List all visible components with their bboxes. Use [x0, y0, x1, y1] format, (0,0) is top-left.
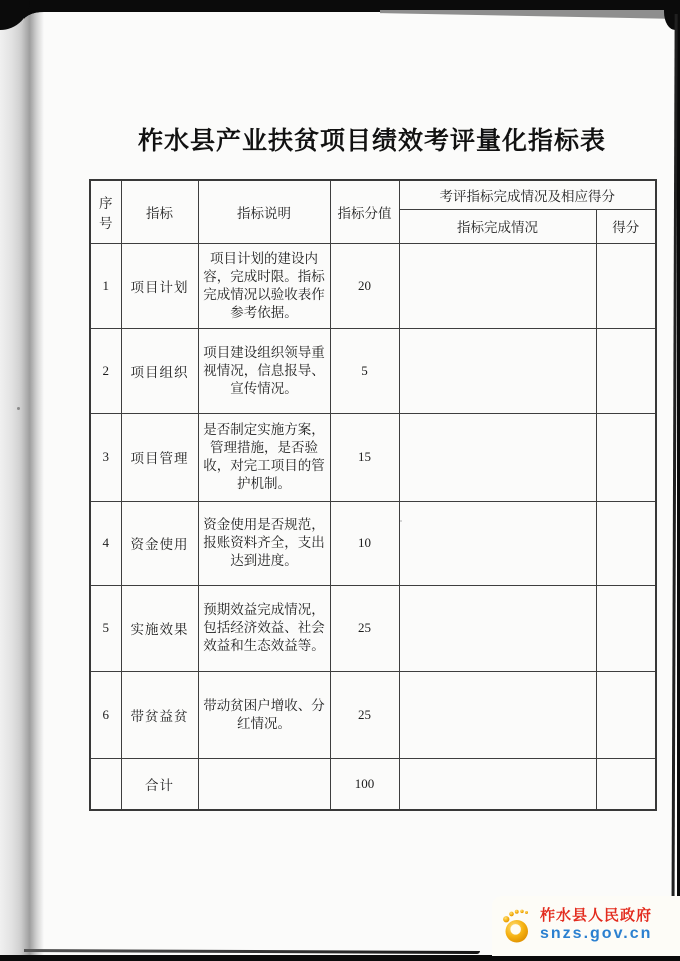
row-desc-cell: 预期效益完成情况，包括经济效益、社会效益和生态效益等。: [198, 585, 330, 671]
row-desc-cell: 资金使用是否规范，报账资料齐全，支出达到进度。: [198, 501, 330, 585]
row-indicator-cell: 项目组织: [121, 328, 198, 413]
row-score-cell: 10: [330, 501, 399, 585]
col-header-no: 序号: [90, 180, 121, 243]
row-completion-cell: [399, 671, 596, 758]
row-completion-cell: [399, 501, 596, 585]
col-header-points: 得分: [596, 209, 656, 243]
table-row: [90, 413, 656, 501]
row-indicator-cell: 带贫益贫: [121, 671, 198, 758]
table-row: [90, 328, 656, 413]
col-header-desc: 指标说明: [198, 180, 330, 243]
total-no-cell: [90, 758, 121, 810]
total-score-cell: 100: [330, 758, 399, 810]
total-points-cell: [596, 758, 656, 810]
indicator-table: [89, 179, 657, 811]
col-header-indicator: 指标: [121, 180, 198, 243]
table-row: [90, 585, 656, 671]
row-desc-cell: 项目建设组织领导重视情况，信息报导、宣传情况。: [198, 328, 330, 413]
gov-org-name: 柞水县人民政府: [540, 908, 653, 925]
table-row: [90, 243, 656, 328]
row-points-cell: [596, 501, 656, 585]
row-completion-cell: [399, 585, 596, 671]
row-score-cell: 15: [330, 413, 399, 501]
row-desc-cell: 带动贫困户增收、分红情况。: [198, 671, 330, 758]
gov-site-url: snzs.gov.cn: [540, 925, 653, 943]
row-desc-cell: 是否制定实施方案，管理措施，是否验收，对完工项目的管护机制。: [198, 413, 330, 501]
table-row: [90, 671, 656, 758]
row-indicator-cell: 实施效果: [121, 585, 198, 671]
book-binding-pages: [0, 14, 24, 955]
scan-speck: [17, 407, 20, 410]
row-score-cell: 25: [330, 585, 399, 671]
row-score-cell: 5: [330, 328, 399, 413]
page-title: 柞水县产业扶贫项目绩效考评量化指标表: [137, 127, 606, 155]
total-completion-cell: [399, 758, 596, 810]
row-points-cell: [596, 671, 656, 758]
row-completion-cell: [399, 328, 596, 413]
row-no-cell: 1: [90, 243, 121, 328]
col-header-eval-group: 考评指标完成情况及相应得分: [399, 180, 656, 209]
row-no-cell: 2: [90, 328, 121, 413]
row-indicator-cell: 项目计划: [121, 243, 198, 328]
total-row: [90, 758, 656, 810]
row-completion-cell: [399, 413, 596, 501]
total-label-cell: 合计: [121, 758, 198, 810]
foot-icon: [501, 908, 531, 944]
row-completion-cell: [399, 243, 596, 328]
row-points-cell: [596, 585, 656, 671]
row-desc-cell: 项目计划的建设内容，完成时限。指标完成情况以验收表作参考依据。: [198, 243, 330, 328]
row-no-cell: 6: [90, 671, 121, 758]
table-header-row-1: [90, 180, 656, 209]
row-indicator-cell: 资金使用: [121, 501, 198, 585]
row-indicator-cell: 项目管理: [121, 413, 198, 501]
gov-footer-badge: [492, 896, 680, 956]
table-row: [90, 501, 656, 585]
total-desc-cell: [198, 758, 330, 810]
row-no-cell: 3: [90, 413, 121, 501]
row-points-cell: [596, 413, 656, 501]
row-score-cell: 25: [330, 671, 399, 758]
row-no-cell: 5: [90, 585, 121, 671]
col-header-score: 指标分值: [330, 180, 399, 243]
row-no-cell: 4: [90, 501, 121, 585]
scan-speck: [400, 520, 402, 522]
row-score-cell: 20: [330, 243, 399, 328]
page: [22, 12, 677, 955]
row-points-cell: [596, 328, 656, 413]
row-points-cell: [596, 243, 656, 328]
col-header-completion: 指标完成情况: [399, 209, 596, 243]
